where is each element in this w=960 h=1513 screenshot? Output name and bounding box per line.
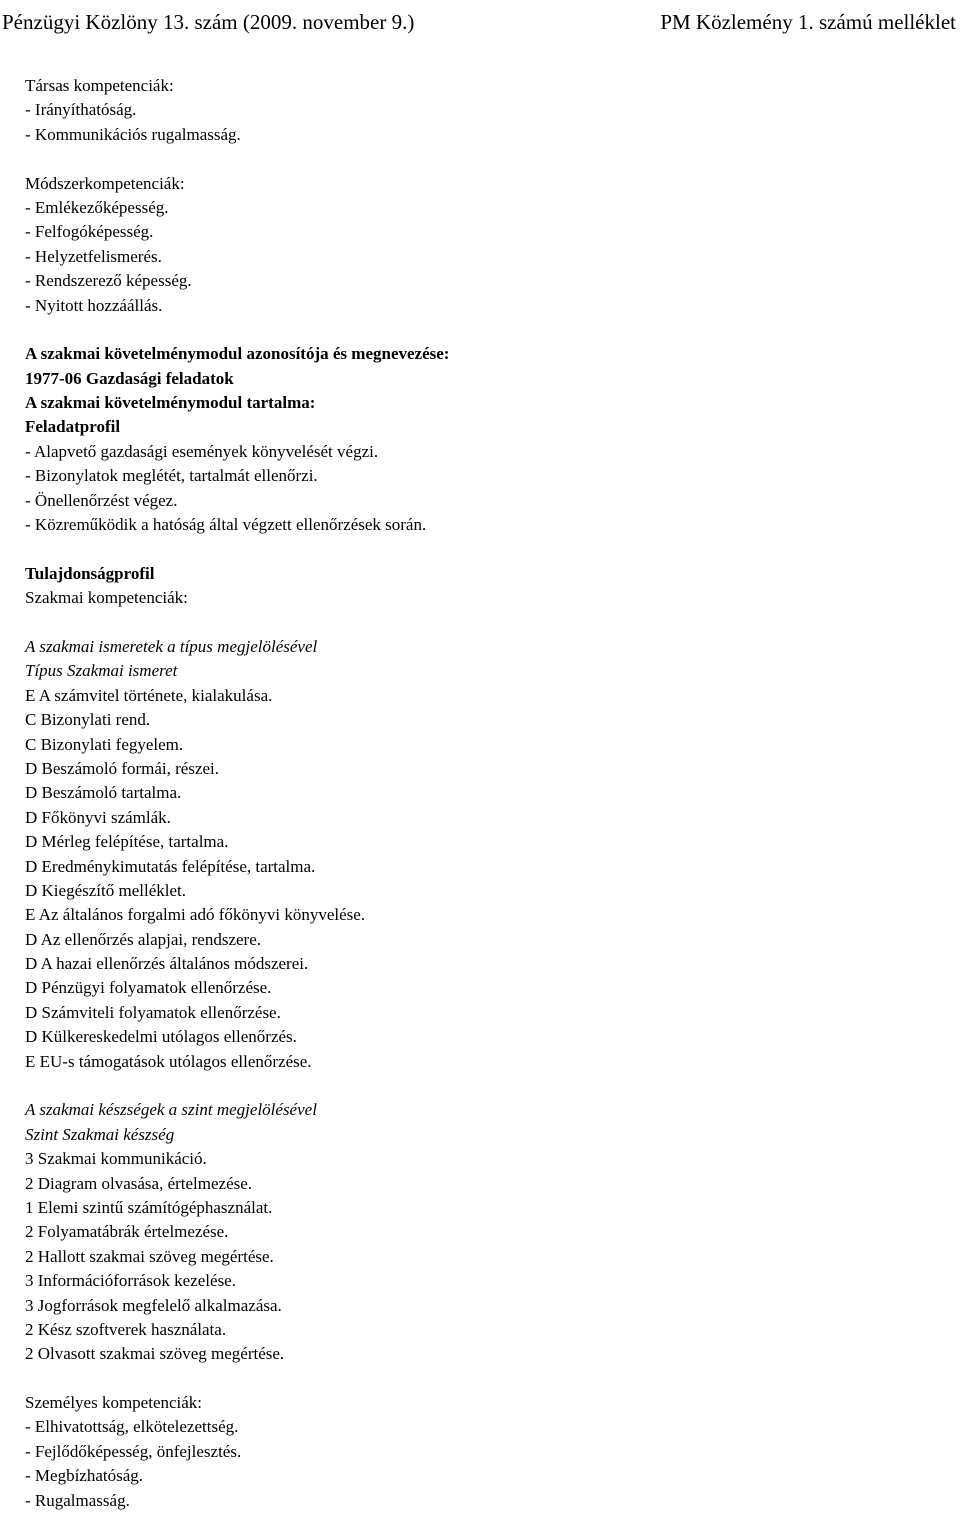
page-header xyxy=(0,2,960,42)
journal-title: Pénzügyi Közlöny 13. szám (2009. november 9.) xyxy=(2,10,415,34)
knowledge-item: D Számviteli folyamatok ellenőrzése. xyxy=(25,1002,281,1022)
module-id-value: 1977-06 Gazdasági feladatok xyxy=(25,368,234,388)
social-competencies-title: Társas kompetenciák: xyxy=(25,76,174,95)
knowledge-item: D Mérleg felépítése, tartalma. xyxy=(25,832,229,852)
skill-item: 2 Folyamatábrák értelmezése. xyxy=(25,1222,229,1242)
knowledge-item: D Kiegészítő melléklet. xyxy=(25,880,186,900)
method-competencies-title: Módszerkompetenciák: xyxy=(25,173,185,193)
skills-title: A szakmai készségek a szint megjelölésével xyxy=(25,1100,317,1120)
knowledge-item: D Az ellenőrzés alapjai, rendszere. xyxy=(25,929,261,949)
knowledge-header: Típus Szakmai ismeret xyxy=(25,661,178,681)
list-item: - Rugalmasság. xyxy=(25,1490,130,1510)
knowledge-item: E EU-s támogatások utólagos ellenőrzése. xyxy=(25,1051,312,1071)
knowledge-item: D Külkereskedelmi utólagos ellenőrzés. xyxy=(25,1027,297,1047)
list-item: - Felfogóképesség. xyxy=(25,222,154,242)
list-item: - Fejlődőképesség, önfejlesztés. xyxy=(25,1441,242,1461)
knowledge-item: D Pénzügyi folyamatok ellenőrzése. xyxy=(25,978,272,998)
knowledge-item: D Beszámoló tartalma. xyxy=(25,783,182,803)
task-profile-title: Feladatprofil xyxy=(25,417,121,437)
module-content-label: A szakmai követelménymodul tartalma: xyxy=(25,393,316,413)
list-item: - Irányíthatóság. xyxy=(25,100,137,120)
list-item: - Kommunikációs rugalmasság. xyxy=(25,124,241,144)
list-item: - Megbízhatóság. xyxy=(25,1466,144,1486)
list-item: - Elhivatottság, elkötelezettség. xyxy=(25,1417,239,1437)
knowledge-item: C Bizonylati rend. xyxy=(25,710,151,730)
skill-item: 1 Elemi szintű számítógéphasználat. xyxy=(25,1197,273,1217)
knowledge-item: C Bizonylati fegyelem. xyxy=(25,734,184,754)
skill-item: 2 Kész szoftverek használata. xyxy=(25,1319,227,1339)
knowledge-item: D Beszámoló formái, részei. xyxy=(25,758,220,778)
knowledge-item: D Főkönyvi számlák. xyxy=(25,807,171,827)
module-id-label: A szakmai követelménymodul azonosítója és megnevezése: xyxy=(25,344,450,364)
task-item: - Önellenőrzést végez. xyxy=(25,490,178,510)
skill-item: 2 Hallott szakmai szöveg megértése. xyxy=(25,1246,274,1266)
knowledge-item: E A számvitel története, kialakulása. xyxy=(25,685,273,705)
property-profile-title: Tulajdonságprofil xyxy=(25,563,155,583)
list-item: - Rendszerező képesség. xyxy=(25,271,192,291)
knowledge-title: A szakmai ismeretek a típus megjelölésével xyxy=(25,636,318,656)
skill-item: 3 Szakmai kommunikáció. xyxy=(25,1149,207,1169)
knowledge-item: D A hazai ellenőrzés általános módszerei. xyxy=(25,954,309,974)
document-body xyxy=(25,74,945,1513)
skill-item: 3 Jogforrások megfelelő alkalmazása. xyxy=(25,1295,282,1315)
list-item: - Nyitott hozzáállás. xyxy=(25,295,163,315)
list-item: - Emlékezőképesség. xyxy=(25,197,169,217)
task-item: - Bizonylatok meglétét, tartalmát ellenőrzi. xyxy=(25,466,318,486)
skill-item: 2 Diagram olvasása, értelmezése. xyxy=(25,1173,253,1193)
skill-item: 2 Olvasott szakmai szöveg megértése. xyxy=(25,1344,285,1364)
knowledge-item: D Eredménykimutatás felépítése, tartalma. xyxy=(25,856,316,876)
list-item: - Helyzetfelismerés. xyxy=(25,246,162,266)
task-item: - Közreműködik a hatóság által végzett ellenőrzések során. xyxy=(25,515,427,535)
annex-title: PM Közlemény 1. számú melléklet xyxy=(660,10,956,34)
skills-header: Szint Szakmai készség xyxy=(25,1124,175,1144)
professional-competencies-title: Szakmai kompetenciák: xyxy=(25,588,188,608)
task-item: - Alapvető gazdasági események könyvelését végzi. xyxy=(25,441,379,461)
personal-competencies-title: Személyes kompetenciák: xyxy=(25,1393,203,1413)
knowledge-item: E Az általános forgalmi adó főkönyvi könyvelése. xyxy=(25,905,366,925)
skill-item: 3 Információforrások kezelése. xyxy=(25,1271,236,1291)
